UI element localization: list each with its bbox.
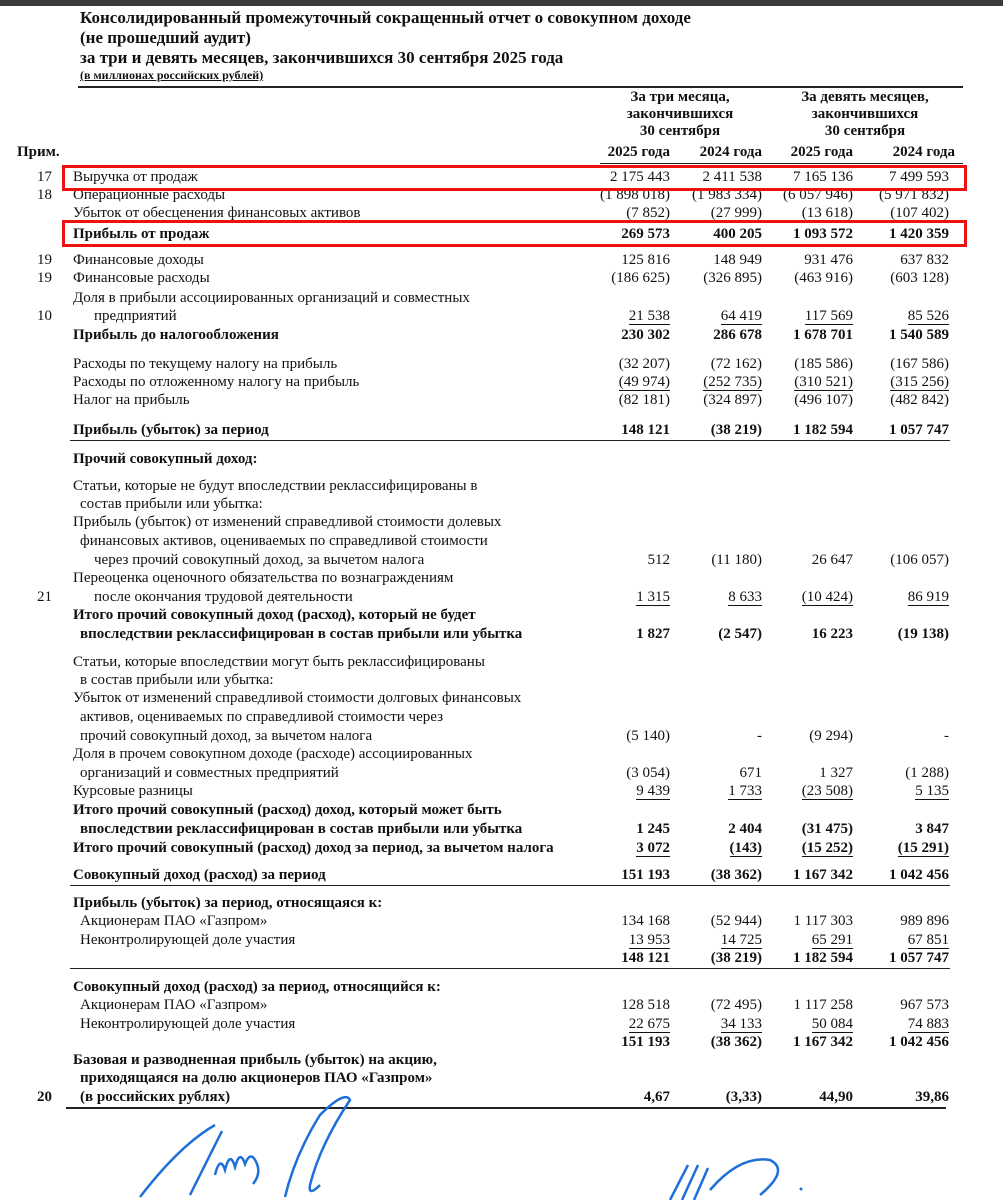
row-label: Неконтролирующей доле участия <box>80 1016 296 1032</box>
table-row <box>0 764 1003 782</box>
row-label: Итого прочий совокупный доход (расход), который не будет <box>73 607 476 623</box>
row-label: Переоценка оценочного обязательства по вознаграждениям <box>73 570 454 586</box>
value-cell <box>743 373 853 391</box>
nine-months-line: За девять месяцев, <box>801 89 929 105</box>
note-column-header: Прим. <box>17 144 60 160</box>
table-row <box>0 569 1003 587</box>
value-text: (38 219) <box>710 950 762 966</box>
row-label: Совокупный доход (расход) за период, относящийся к: <box>73 979 441 995</box>
value-text: 637 832 <box>900 252 949 268</box>
table-row <box>0 532 1003 550</box>
value-text: 148 949 <box>713 252 762 268</box>
value-text: 9 439 <box>636 783 670 799</box>
table-row <box>0 727 1003 745</box>
value-text: 1 540 589 <box>889 327 949 343</box>
value-text: 7 499 593 <box>889 169 949 185</box>
value-text: 1 182 594 <box>793 422 853 438</box>
value-cell <box>839 307 949 325</box>
value-cell <box>839 996 949 1014</box>
value-text: 7 165 136 <box>793 169 853 185</box>
row-label: Доля в прочем совокупном доходе (расходе) ассоциированных <box>73 746 473 762</box>
value-text: 148 121 <box>621 950 670 966</box>
value-text: (3 054) <box>626 765 670 781</box>
table-row <box>0 689 1003 707</box>
units-note: (в миллионах российских рублей) <box>80 68 264 82</box>
value-text: 1 057 747 <box>889 950 949 966</box>
table-row <box>0 996 1003 1014</box>
table-row <box>0 708 1003 726</box>
value-cell <box>839 421 949 439</box>
report-subtitle-audit: (не прошедший аудит) <box>80 28 251 47</box>
value-cell <box>743 1033 853 1051</box>
value-cell <box>743 326 853 344</box>
row-label: прочий совокупный доход, за вычетом налога <box>80 728 373 744</box>
value-cell <box>839 391 949 409</box>
table-row <box>0 588 1003 606</box>
nine-months-line: 30 сентября <box>824 123 906 139</box>
value-text: - <box>757 728 762 744</box>
value-text: 39,86 <box>915 1089 949 1105</box>
value-text: 2 404 <box>728 821 762 837</box>
row-label: Убыток от изменений справедливой стоимости долговых финансовых <box>73 690 522 706</box>
row-label: Прибыль (убыток) за период, относящаяся к: <box>73 895 383 911</box>
value-text: 230 302 <box>621 327 670 343</box>
value-text: (82 181) <box>618 392 670 408</box>
year-header: 2024 года <box>892 144 955 160</box>
value-text: (186 625) <box>611 270 670 286</box>
value-text: 74 883 <box>907 1016 949 1032</box>
table-row <box>0 894 1003 912</box>
value-text: (49 974) <box>618 374 670 390</box>
value-text: (315 256) <box>890 374 949 390</box>
value-cell <box>839 782 949 800</box>
value-text: 1 182 594 <box>793 950 853 966</box>
value-text: (32 207) <box>618 356 670 372</box>
value-text: (19 138) <box>897 626 949 642</box>
value-cell <box>743 764 853 782</box>
row-label: Доля в прибыли ассоциированных организаций и совместных <box>73 290 470 306</box>
value-text: (6 057 946) <box>783 187 853 203</box>
value-text: (2 547) <box>718 626 762 642</box>
row-label: Акционерам ПАО «Газпром» <box>80 997 268 1013</box>
value-cell <box>743 820 853 838</box>
value-text: 1 042 456 <box>889 1034 949 1050</box>
table-row <box>0 653 1003 671</box>
value-text: (324 897) <box>703 392 762 408</box>
value-text: 5 135 <box>915 783 949 799</box>
value-text: (3,33) <box>725 1089 762 1105</box>
note-number: 10 <box>37 308 52 324</box>
value-cell <box>839 866 949 884</box>
value-cell <box>743 931 853 949</box>
value-cell <box>743 251 853 269</box>
table-row <box>0 801 1003 819</box>
value-text: 1 245 <box>636 821 670 837</box>
value-text: 26 647 <box>811 552 853 568</box>
value-text: (27 999) <box>710 205 762 221</box>
value-text: (463 916) <box>794 270 853 286</box>
value-text: 1 315 <box>636 589 670 605</box>
value-text: 2 175 443 <box>610 169 670 185</box>
value-cell <box>743 839 853 857</box>
column-header-rule <box>600 163 963 164</box>
note-number: 17 <box>37 169 52 185</box>
table-row <box>0 820 1003 838</box>
table-row <box>0 307 1003 325</box>
table-row <box>0 450 1003 468</box>
value-text: 1 117 303 <box>793 913 853 929</box>
value-text: 269 573 <box>621 226 670 242</box>
row-label: Курсовые разницы <box>73 783 193 799</box>
value-text: (52 944) <box>710 913 762 929</box>
year-header: 2025 года <box>607 144 670 160</box>
value-cell <box>839 551 949 569</box>
table-row <box>0 625 1003 643</box>
value-cell <box>839 727 949 745</box>
section-rule <box>70 968 950 969</box>
value-cell <box>743 727 853 745</box>
scan-top-edge <box>0 0 1003 6</box>
value-cell <box>839 820 949 838</box>
table-row <box>0 606 1003 624</box>
value-text: 2 411 538 <box>702 169 762 185</box>
highlight-profit-from-sales <box>62 220 967 247</box>
value-cell <box>743 1015 853 1033</box>
report-title: Консолидированный промежуточный сокращенный отчет о совокупном доходе <box>80 8 691 27</box>
note-number: 19 <box>37 252 52 268</box>
row-label: финансовых активов, оцениваемых по справедливой стоимости <box>80 533 488 549</box>
table-row <box>0 1051 1003 1069</box>
signature-1-icon <box>120 1085 380 1200</box>
row-label: Выручка от продаж <box>73 169 198 185</box>
row-label: Статьи, которые впоследствии могут быть реклассифицированы <box>73 654 485 670</box>
value-cell <box>743 866 853 884</box>
year-header: 2024 года <box>699 144 762 160</box>
value-text: 1 827 <box>636 626 670 642</box>
table-row <box>0 391 1003 409</box>
three-months-header <box>590 89 770 140</box>
row-label: организаций и совместных предприятий <box>80 765 339 781</box>
row-label: после окончания трудовой деятельности <box>94 589 353 605</box>
value-text: 512 <box>647 552 670 568</box>
signature-2-icon <box>660 1150 840 1200</box>
row-label: Базовая и разводненная прибыль (убыток) на акцию, <box>73 1052 437 1068</box>
value-text: 65 291 <box>811 932 853 948</box>
value-text: 1 167 342 <box>793 1034 853 1050</box>
row-label: Статьи, которые не будут впоследствии реклассифицированы в <box>73 478 478 494</box>
section-rule <box>70 885 950 886</box>
value-text: (13 618) <box>801 205 853 221</box>
value-text: (167 586) <box>890 356 949 372</box>
row-label: Прочий совокупный доход: <box>73 451 258 467</box>
value-text: 8 633 <box>728 589 762 605</box>
row-label: впоследствии реклассифицирован в состав прибыли или убытка <box>80 626 523 642</box>
value-cell <box>839 1088 949 1106</box>
value-cell <box>743 269 853 287</box>
value-text: 967 573 <box>900 997 949 1013</box>
row-label: Итого прочий совокупный (расход) доход за период, за вычетом налога <box>73 840 554 856</box>
value-text: 134 168 <box>621 913 670 929</box>
value-text: 125 816 <box>621 252 670 268</box>
value-text: 1 117 258 <box>793 997 853 1013</box>
value-text: 151 193 <box>621 867 670 883</box>
value-cell <box>839 949 949 967</box>
table-row <box>0 949 1003 967</box>
note-number: 21 <box>37 589 52 605</box>
value-text: (31 475) <box>801 821 853 837</box>
value-cell <box>839 1033 949 1051</box>
table-row <box>0 513 1003 531</box>
note-number: 19 <box>37 270 52 286</box>
table-row <box>0 1015 1003 1033</box>
row-label: Прибыль от продаж <box>73 226 210 242</box>
value-text: 148 121 <box>621 422 670 438</box>
value-cell <box>743 355 853 373</box>
row-label: Прибыль до налогообложения <box>73 327 279 343</box>
row-label: Итого прочий совокупный (расход) доход, который может быть <box>73 802 502 818</box>
row-label: впоследствии реклассифицирован в состав прибыли или убытка <box>80 821 523 837</box>
row-label: через прочий совокупный доход, за вычетом налога <box>94 552 425 568</box>
table-row <box>0 251 1003 269</box>
value-text: (107 402) <box>890 205 949 221</box>
value-text: (496 107) <box>794 392 853 408</box>
value-text: (38 362) <box>710 867 762 883</box>
table-row <box>0 839 1003 857</box>
value-cell <box>743 625 853 643</box>
table-row <box>0 745 1003 763</box>
value-text: (185 586) <box>794 356 853 372</box>
value-cell <box>743 912 853 930</box>
value-text: - <box>944 728 949 744</box>
value-text: (10 424) <box>801 589 853 605</box>
value-text: 400 205 <box>713 226 762 242</box>
value-text: 14 725 <box>720 932 762 948</box>
value-text: 1 327 <box>819 765 853 781</box>
table-row <box>0 326 1003 344</box>
highlight-revenue <box>62 165 967 191</box>
row-label: Совокупный доход (расход) за период <box>73 867 326 883</box>
row-label: Прибыль (убыток) от изменений справедливой стоимости долевых <box>73 514 502 530</box>
value-text: (11 180) <box>711 552 762 568</box>
value-text: 671 <box>739 765 762 781</box>
nine-months-header <box>775 89 955 140</box>
row-label: Финансовые доходы <box>73 252 204 268</box>
value-text: (310 521) <box>794 374 853 390</box>
value-text: 1 678 701 <box>793 327 853 343</box>
value-text: (9 294) <box>809 728 853 744</box>
value-text: 64 419 <box>720 308 762 324</box>
value-text: 3 847 <box>915 821 949 837</box>
value-cell <box>839 326 949 344</box>
three-months-line: За три месяца, <box>630 89 730 105</box>
value-text: (38 362) <box>710 1034 762 1050</box>
table-row <box>0 495 1003 513</box>
table-row <box>0 1033 1003 1051</box>
value-text: 286 678 <box>713 327 762 343</box>
value-cell <box>839 588 949 606</box>
value-text: 1 093 572 <box>793 226 853 242</box>
table-row <box>0 912 1003 930</box>
value-text: (23 508) <box>801 783 853 799</box>
row-label: Операционные расходы <box>73 187 226 203</box>
value-text: (72 162) <box>710 356 762 372</box>
value-text: (1 288) <box>905 765 949 781</box>
table-row <box>0 671 1003 689</box>
value-cell <box>839 625 949 643</box>
value-cell <box>743 588 853 606</box>
table-row <box>0 269 1003 287</box>
value-text: 989 896 <box>900 913 949 929</box>
value-cell <box>743 782 853 800</box>
value-text: 128 518 <box>621 997 670 1013</box>
row-label: Налог на прибыль <box>73 392 190 408</box>
row-label: приходящаяся на долю акционеров ПАО «Газпром» <box>80 1070 433 1086</box>
table-row <box>0 477 1003 495</box>
value-text: (5 971 832) <box>879 187 949 203</box>
value-cell <box>743 949 853 967</box>
value-cell <box>839 912 949 930</box>
value-text: 22 675 <box>628 1016 670 1032</box>
table-row <box>0 551 1003 569</box>
value-cell <box>743 1088 853 1106</box>
value-text: 931 476 <box>804 252 853 268</box>
value-text: (252 735) <box>703 374 762 390</box>
value-text: 50 084 <box>811 1016 853 1032</box>
row-label: предприятий <box>94 308 177 324</box>
value-text: 1 057 747 <box>889 422 949 438</box>
value-text: 1 733 <box>728 783 762 799</box>
value-cell <box>839 1015 949 1033</box>
value-text: (603 128) <box>890 270 949 286</box>
table-row <box>0 782 1003 800</box>
value-cell <box>839 251 949 269</box>
row-label: активов, оцениваемых по справедливой стоимости через <box>80 709 443 725</box>
value-text: (326 895) <box>703 270 762 286</box>
section-rule <box>70 440 950 441</box>
row-label: Расходы по текущему налогу на прибыль <box>73 356 338 372</box>
value-text: 1 042 456 <box>889 867 949 883</box>
value-text: 117 569 <box>804 308 853 324</box>
table-row <box>0 289 1003 307</box>
three-months-line: закончившихся <box>626 106 734 122</box>
value-text: (72 495) <box>710 997 762 1013</box>
value-text: 3 072 <box>636 840 670 856</box>
value-text: 86 919 <box>907 589 949 605</box>
nine-months-line: закончившихся <box>811 106 919 122</box>
value-text: (106 057) <box>890 552 949 568</box>
value-cell <box>839 269 949 287</box>
value-cell <box>743 391 853 409</box>
value-cell <box>743 551 853 569</box>
row-label: Расходы по отложенному налогу на прибыль <box>73 374 360 390</box>
value-text: 151 193 <box>621 1034 670 1050</box>
report-period: за три и девять месяцев, закончившихся 30 сентября 2025 года <box>80 48 564 67</box>
value-text: (1 898 018) <box>600 187 670 203</box>
year-header: 2025 года <box>790 144 853 160</box>
row-label: Акционерам ПАО «Газпром» <box>80 913 268 929</box>
value-text: 44,90 <box>819 1089 853 1105</box>
header-rule <box>78 86 963 88</box>
table-row <box>0 373 1003 391</box>
table-row <box>0 866 1003 884</box>
value-cell <box>839 373 949 391</box>
row-label: Финансовые расходы <box>73 270 210 286</box>
value-text: (38 219) <box>710 422 762 438</box>
value-text: 13 953 <box>628 932 670 948</box>
value-text: 1 420 359 <box>889 226 949 242</box>
row-label: (в российских рублях) <box>80 1089 231 1105</box>
value-text: (5 140) <box>626 728 670 744</box>
value-text: (15 252) <box>801 840 853 856</box>
value-text: 1 167 342 <box>793 867 853 883</box>
value-text: 4,67 <box>643 1089 670 1105</box>
row-label: Неконтролирующей доле участия <box>80 932 296 948</box>
row-label: Убыток от обесценения финансовых активов <box>73 205 361 221</box>
row-label: состав прибыли или убытка: <box>80 496 263 512</box>
value-cell <box>839 355 949 373</box>
table-row <box>0 421 1003 439</box>
value-text: 67 851 <box>907 932 949 948</box>
value-text: (15 291) <box>897 840 949 856</box>
note-number: 18 <box>37 187 52 203</box>
value-text: (7 852) <box>626 205 670 221</box>
value-text: 85 526 <box>907 308 949 324</box>
note-number: 20 <box>37 1089 52 1105</box>
value-text: 16 223 <box>811 626 853 642</box>
value-cell <box>743 421 853 439</box>
value-text: (1 983 334) <box>692 187 762 203</box>
table-row <box>0 931 1003 949</box>
value-cell <box>839 931 949 949</box>
value-cell <box>839 839 949 857</box>
value-cell <box>743 996 853 1014</box>
value-text: (143) <box>729 840 762 856</box>
value-cell <box>839 764 949 782</box>
row-label: Прибыль (убыток) за период <box>73 422 269 438</box>
row-label: в состав прибыли или убытка: <box>80 672 274 688</box>
table-row <box>0 355 1003 373</box>
value-text: 21 538 <box>628 308 670 324</box>
three-months-line: 30 сентября <box>639 123 721 139</box>
value-text: (482 842) <box>890 392 949 408</box>
table-row <box>0 978 1003 996</box>
value-text: 34 133 <box>720 1016 762 1032</box>
value-cell <box>743 307 853 325</box>
